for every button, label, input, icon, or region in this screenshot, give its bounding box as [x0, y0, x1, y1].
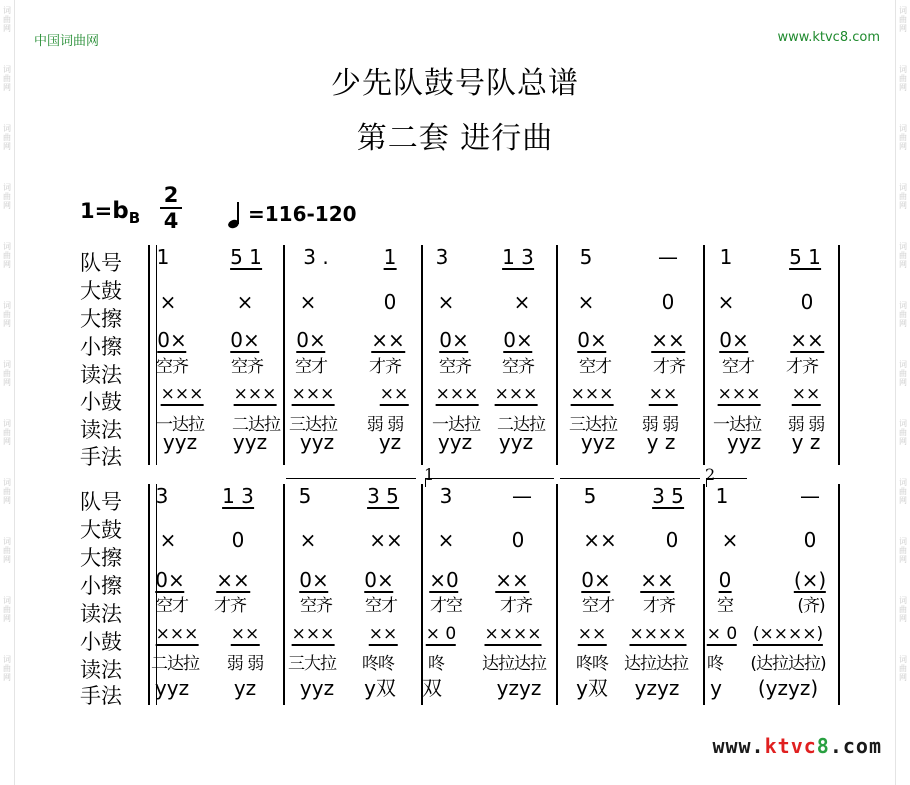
- staff-label: 队号: [80, 251, 122, 275]
- cymbal-note: 0×: [439, 328, 469, 352]
- hand-technique: yyz: [299, 676, 335, 700]
- bass-drum-note: ×: [577, 290, 595, 314]
- cymbal-note: (×): [793, 568, 827, 592]
- snare-reading: 三大拉: [288, 654, 336, 674]
- trumpet-note: —: [512, 484, 532, 508]
- cymbal-reading: 才齐: [369, 357, 401, 377]
- phrase-bracket: [560, 478, 700, 479]
- cymbal-note: 0×: [577, 328, 607, 352]
- cymbal-reading: 才齐: [500, 596, 532, 616]
- snare-note: ×××: [160, 384, 204, 404]
- bass-drum-note: ×: [721, 528, 739, 552]
- edge-watermark-char: 词: [899, 301, 907, 310]
- edge-watermark-char: 词: [3, 183, 11, 192]
- edge-watermark-char: 词: [3, 301, 11, 310]
- edge-watermark-char: 词: [899, 360, 907, 369]
- snare-reading: 二达拉: [232, 415, 280, 435]
- bass-drum-note: ××: [369, 528, 403, 552]
- bass-drum-note: ×: [299, 528, 317, 552]
- bass-drum-note: 0: [803, 528, 817, 552]
- edge-watermark-char: 曲: [3, 546, 11, 555]
- logo-part: www.: [712, 734, 765, 758]
- snare-reading: 弱 弱: [787, 415, 825, 435]
- hand-technique: 双: [422, 676, 442, 700]
- trumpet-note: 5: [579, 245, 593, 269]
- cymbal-note: 0×: [719, 328, 749, 352]
- edge-watermark-char: 曲: [3, 605, 11, 614]
- cymbal-reading: 才齐: [214, 596, 246, 616]
- bass-drum-note: 0: [383, 290, 397, 314]
- edge-watermark-char: 曲: [899, 15, 907, 24]
- edge-watermark-char: 词: [899, 478, 907, 487]
- bass-drum-note: ×: [299, 290, 317, 314]
- bass-drum-note: ×: [513, 290, 531, 314]
- cymbal-reading: 空: [717, 596, 733, 616]
- bass-drum-note: ×: [236, 290, 254, 314]
- edge-watermark-char: 词: [3, 537, 11, 546]
- staff-label: 小鼓: [80, 630, 122, 654]
- bass-drum-note: ×: [159, 290, 177, 314]
- edge-watermark-char: 网: [899, 319, 907, 328]
- hand-technique: yz: [233, 676, 257, 700]
- site-url-watermark: www.ktvc8.com: [777, 30, 880, 45]
- edge-watermark-char: 曲: [899, 428, 907, 437]
- staff-label: 队号: [80, 490, 122, 514]
- trumpet-note: —: [800, 484, 820, 508]
- staff-label: 读法: [80, 363, 122, 387]
- hand-technique: yyz: [162, 430, 198, 454]
- snare-note: ××××: [629, 624, 687, 644]
- staff-label: 小擦: [80, 574, 122, 598]
- cymbal-reading: 空齐: [156, 357, 188, 377]
- key-flat: b: [112, 198, 129, 224]
- cymbal-note: ××: [790, 328, 824, 352]
- trumpet-note: 3: [155, 484, 169, 508]
- edge-watermark-char: 网: [3, 496, 11, 505]
- edge-watermark-char: 曲: [899, 251, 907, 260]
- edge-watermark-char: 词: [899, 655, 907, 664]
- edge-watermark-char: 词: [899, 183, 907, 192]
- edge-watermark-char: 网: [899, 378, 907, 387]
- bass-drum-note: ×: [437, 290, 455, 314]
- bar-line: [838, 484, 840, 705]
- bar-line: [838, 245, 840, 465]
- edge-watermark-char: 曲: [899, 369, 907, 378]
- snare-reading: 一达拉: [156, 415, 204, 435]
- trumpet-note: 1: [715, 484, 729, 508]
- cymbal-reading: 空齐: [300, 596, 332, 616]
- edge-watermark-char: 曲: [899, 664, 907, 673]
- hand-technique: y z: [791, 430, 821, 454]
- edge-watermark-char: 网: [899, 437, 907, 446]
- trumpet-note: 1 3: [502, 245, 534, 269]
- edge-watermark-char: 网: [3, 437, 11, 446]
- snare-note: ×××: [435, 384, 479, 404]
- hand-technique: yz: [378, 430, 402, 454]
- trumpet-note: 3 5: [652, 484, 684, 508]
- staff-label: 读法: [80, 418, 122, 442]
- edge-watermark-char: 曲: [3, 15, 11, 24]
- edge-watermark-char: 词: [3, 65, 11, 74]
- site-logo: [712, 734, 882, 758]
- edge-watermark-char: 网: [3, 673, 11, 682]
- cymbal-note: 0×: [364, 568, 394, 592]
- snare-reading: 三达拉: [289, 415, 337, 435]
- phrase-bracket: [286, 478, 416, 479]
- staff-label: 大鼓: [80, 518, 122, 542]
- snare-note: ×××: [291, 624, 335, 644]
- edge-watermark-char: 词: [3, 242, 11, 251]
- edge-watermark-char: 网: [899, 24, 907, 33]
- cymbal-reading: 空才: [156, 596, 188, 616]
- edge-watermark-char: 网: [3, 319, 11, 328]
- cymbal-note: 0×: [296, 328, 326, 352]
- snare-reading: (达拉达拉): [750, 654, 826, 674]
- snare-reading: 弱 弱: [226, 654, 264, 674]
- hand-technique: y双: [576, 676, 608, 700]
- snare-note: ××: [368, 624, 398, 644]
- snare-note: ××: [648, 384, 678, 404]
- snare-note: ×××: [570, 384, 614, 404]
- snare-reading: 咚咚: [362, 654, 394, 674]
- time-bottom: 4: [163, 209, 179, 233]
- hand-technique: yyz: [154, 676, 190, 700]
- hand-technique: y: [710, 676, 722, 700]
- hand-technique: yyz: [232, 430, 268, 454]
- cymbal-reading: 空才: [579, 357, 611, 377]
- page-subtitle: 第二套 进行曲: [356, 121, 554, 156]
- snare-reading: 二达拉: [151, 654, 199, 674]
- snare-reading: 三达拉: [569, 415, 617, 435]
- snare-note: × 0: [706, 624, 738, 644]
- snare-reading: 弱 弱: [366, 415, 404, 435]
- edge-watermark-char: 曲: [899, 605, 907, 614]
- cymbal-reading: 才齐: [786, 357, 818, 377]
- edge-watermark-char: 曲: [899, 192, 907, 201]
- site-name-watermark: 中国词曲网: [34, 34, 100, 49]
- snare-reading: 达拉达拉: [482, 654, 546, 674]
- cymbal-reading: 空齐: [502, 357, 534, 377]
- trumpet-note: 3: [439, 484, 453, 508]
- snare-reading: 一达拉: [713, 415, 761, 435]
- edge-watermark-char: 网: [899, 496, 907, 505]
- bass-drum-note: ×: [437, 528, 455, 552]
- logo-part: ktvc: [764, 734, 817, 758]
- cymbal-note: 0×: [299, 568, 329, 592]
- staff-label: 大擦: [80, 546, 122, 570]
- cymbal-note: ××: [640, 568, 674, 592]
- volta-bracket-1: [424, 465, 554, 487]
- edge-watermark-char: 词: [899, 596, 907, 605]
- cymbal-reading: 才齐: [653, 357, 685, 377]
- trumpet-note: 1: [156, 245, 170, 269]
- bar-line: [283, 484, 285, 705]
- bass-drum-note: ×: [159, 528, 177, 552]
- volta-bracket-2: [705, 465, 747, 487]
- snare-reading: 咚咚: [576, 654, 608, 674]
- cymbal-note: ××: [495, 568, 529, 592]
- trumpet-note: 1: [719, 245, 733, 269]
- edge-watermark-char: 词: [899, 6, 907, 15]
- cymbal-reading: 才空: [430, 596, 462, 616]
- bass-drum-note: 0: [665, 528, 679, 552]
- edge-watermark-char: 词: [899, 537, 907, 546]
- edge-watermark-char: 词: [899, 419, 907, 428]
- snare-reading: 弱 弱: [641, 415, 679, 435]
- trumpet-note: 3: [435, 245, 449, 269]
- snare-note: × 0: [425, 624, 457, 644]
- volta-number: 2: [705, 465, 716, 484]
- edge-watermark-char: 词: [3, 596, 11, 605]
- edge-watermark-char: 词: [3, 655, 11, 664]
- snare-reading: 二达拉: [497, 415, 545, 435]
- staff-label: 读法: [80, 658, 122, 682]
- bar-line: [283, 245, 285, 465]
- bar-line: [421, 245, 423, 465]
- edge-watermark-char: 曲: [899, 133, 907, 142]
- cymbal-reading: 空才: [722, 357, 754, 377]
- bass-drum-note: 0: [800, 290, 814, 314]
- staff-label: 读法: [80, 602, 122, 626]
- trumpet-note: 5: [583, 484, 597, 508]
- edge-watermark-char: 曲: [3, 428, 11, 437]
- bass-drum-note: 0: [231, 528, 245, 552]
- trumpet-note: 1: [383, 245, 397, 269]
- edge-watermark-char: 网: [899, 201, 907, 210]
- cymbal-reading: 空齐: [439, 357, 471, 377]
- staff-label: 小擦: [80, 335, 122, 359]
- staff-label: 大鼓: [80, 279, 122, 303]
- edge-watermark-char: 网: [899, 614, 907, 623]
- page-title: 少先队鼓号队总谱: [331, 66, 579, 101]
- cymbal-note: ×0: [429, 568, 459, 592]
- cymbal-note: 0×: [503, 328, 533, 352]
- edge-watermark-char: 网: [3, 614, 11, 623]
- tempo-value: =116-120: [248, 202, 357, 226]
- hand-technique: (yzyz): [757, 676, 819, 700]
- staff-label: 手法: [80, 445, 122, 469]
- key-main: 1=: [80, 199, 113, 223]
- snare-reading: 咚: [428, 654, 444, 674]
- edge-watermark-char: 网: [899, 555, 907, 564]
- trumpet-note: 5 1: [789, 245, 821, 269]
- cymbal-note: 0×: [230, 328, 260, 352]
- cymbal-reading: 空才: [295, 357, 327, 377]
- bass-drum-note: ××: [583, 528, 617, 552]
- edge-watermark-char: 曲: [899, 310, 907, 319]
- edge-watermark-char: 词: [3, 419, 11, 428]
- staff-label: 手法: [80, 684, 122, 708]
- trumpet-note: 5 1: [230, 245, 262, 269]
- trumpet-note: 1 3: [222, 484, 254, 508]
- bar-line: [421, 484, 423, 705]
- snare-reading: 咚: [707, 654, 723, 674]
- snare-reading: 一达拉: [432, 415, 480, 435]
- edge-watermark-char: 网: [899, 142, 907, 151]
- snare-note: ××××: [484, 624, 542, 644]
- edge-watermark-char: 曲: [3, 251, 11, 260]
- snare-note: ××: [577, 624, 607, 644]
- trumpet-note: —: [658, 245, 678, 269]
- snare-note: ×××: [717, 384, 761, 404]
- cymbal-note: ××: [651, 328, 685, 352]
- cymbal-reading: (齐): [797, 596, 825, 616]
- hand-technique: yzyz: [634, 676, 680, 700]
- cymbal-note: ××: [216, 568, 250, 592]
- edge-watermark-char: 网: [3, 260, 11, 269]
- edge-watermark-char: 网: [3, 24, 11, 33]
- edge-watermark-char: 网: [3, 555, 11, 564]
- snare-note: ××: [791, 384, 821, 404]
- edge-watermark-char: 曲: [3, 664, 11, 673]
- snare-reading: 达拉达拉: [624, 654, 688, 674]
- cymbal-reading: 空才: [582, 596, 614, 616]
- cymbal-reading: 空才: [365, 596, 397, 616]
- edge-watermark-char: 网: [3, 201, 11, 210]
- hand-technique: yyz: [580, 430, 616, 454]
- edge-watermark-char: 曲: [3, 192, 11, 201]
- logo-part: 8: [816, 734, 830, 758]
- trumpet-note: 3 5: [367, 484, 399, 508]
- edge-watermark-char: 曲: [899, 74, 907, 83]
- snare-note: ×××: [494, 384, 538, 404]
- edge-watermark-char: 网: [3, 83, 11, 92]
- bar-line: [556, 245, 558, 465]
- staff-label: 小鼓: [80, 390, 122, 414]
- edge-watermark-char: 网: [3, 378, 11, 387]
- cymbal-note: 0×: [157, 328, 187, 352]
- edge-watermark-char: 词: [899, 65, 907, 74]
- edge-watermark-char: 曲: [3, 487, 11, 496]
- snare-note: ×××: [291, 384, 335, 404]
- snare-note: ××: [379, 384, 409, 404]
- snare-note: ×××: [233, 384, 277, 404]
- hand-technique: y z: [646, 430, 676, 454]
- edge-watermark-char: 曲: [899, 546, 907, 555]
- edge-watermark-char: 词: [3, 478, 11, 487]
- edge-watermark-char: 词: [3, 360, 11, 369]
- cymbal-note: ××: [371, 328, 405, 352]
- cymbal-note: 0: [718, 568, 732, 592]
- bass-drum-note: 0: [661, 290, 675, 314]
- snare-note: ××: [230, 624, 260, 644]
- edge-watermark-char: 曲: [3, 74, 11, 83]
- bar-line: [556, 484, 558, 705]
- edge-watermark-char: 曲: [3, 310, 11, 319]
- cymbal-reading: 才齐: [643, 596, 675, 616]
- hand-technique: yyz: [437, 430, 473, 454]
- edge-watermark-char: 网: [3, 142, 11, 151]
- edge-watermark-char: 词: [3, 6, 11, 15]
- bass-drum-note: 0: [511, 528, 525, 552]
- edge-watermark-char: 曲: [3, 133, 11, 142]
- edge-watermark-char: 曲: [899, 487, 907, 496]
- hand-technique: y双: [364, 676, 396, 700]
- edge-watermark-char: 网: [899, 673, 907, 682]
- edge-watermark-char: 词: [899, 242, 907, 251]
- snare-note: ×××: [155, 624, 199, 644]
- edge-watermark-char: 网: [899, 83, 907, 92]
- hand-technique: yyz: [299, 430, 335, 454]
- cymbal-note: 0×: [581, 568, 611, 592]
- edge-watermark-char: 词: [3, 124, 11, 133]
- bar-line: [703, 245, 705, 465]
- hand-technique: yzyz: [496, 676, 542, 700]
- bar-line: [703, 484, 705, 705]
- time-top: 2: [163, 183, 179, 207]
- cymbal-reading: 空齐: [231, 357, 263, 377]
- hand-technique: yyz: [726, 430, 762, 454]
- hand-technique: yyz: [498, 430, 534, 454]
- trumpet-note: 5: [298, 484, 312, 508]
- snare-note: (××××): [752, 624, 824, 644]
- edge-watermark-char: 曲: [3, 369, 11, 378]
- volta-number: 1: [424, 465, 435, 484]
- trumpet-note: 3 .: [303, 245, 329, 269]
- staff-label: 大擦: [80, 307, 122, 331]
- bass-drum-note: ×: [717, 290, 735, 314]
- edge-watermark-char: 网: [899, 260, 907, 269]
- edge-watermark-char: 词: [899, 124, 907, 133]
- key-note: B: [128, 209, 141, 228]
- cymbal-note: 0×: [155, 568, 185, 592]
- logo-part: .com: [829, 734, 882, 758]
